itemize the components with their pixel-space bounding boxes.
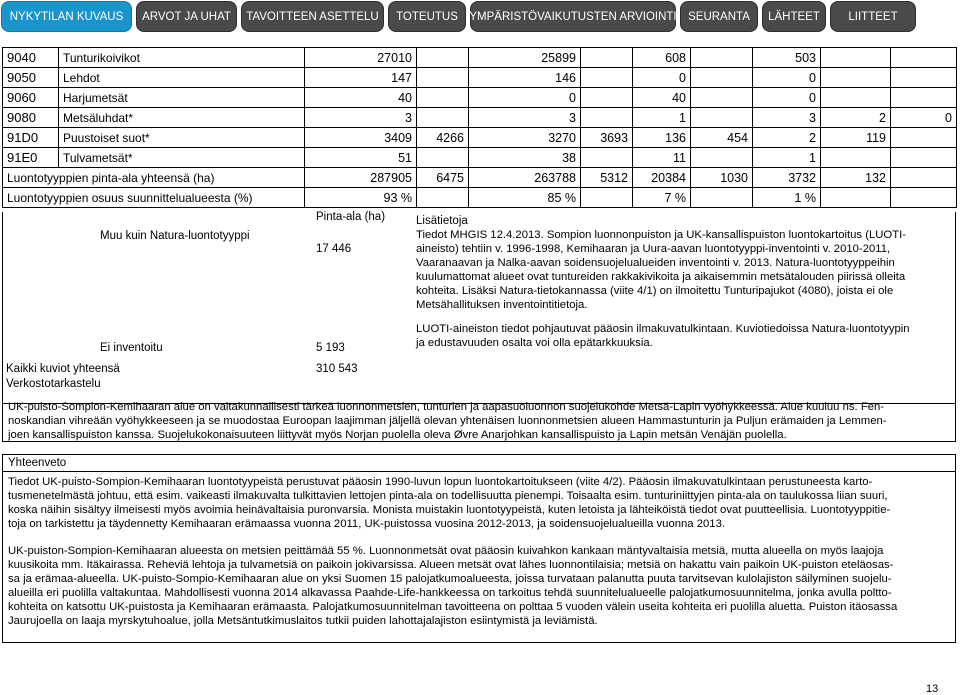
summary-row-area	[3, 168, 957, 188]
cell: 608	[633, 48, 691, 68]
table-row	[3, 108, 957, 128]
cell: 1 %	[753, 188, 821, 208]
cell: 263788	[469, 168, 581, 188]
cell: 11	[633, 148, 691, 168]
habitat-name: Harjumetsät	[59, 88, 305, 108]
cell: 3	[305, 108, 417, 128]
tab-seuranta[interactable]: SEURANTA	[680, 1, 758, 32]
cell: 136	[633, 128, 691, 148]
ei-inventoitu-label: Ei inventoitu	[100, 342, 163, 354]
tab-ymparistovaikutusten-arviointi[interactable]: YMPÄRISTÖVAIKUTUSTEN ARVIOINTI	[470, 1, 676, 32]
yhteenveto-paragraph-2	[8, 544, 952, 628]
cell	[691, 188, 753, 208]
cell	[691, 68, 753, 88]
text-line: tusmenetelmästä johtuu, että esim. vaikeasti ilmakuvalta tulkittavien lettojen pinta-ala on todellisuutta pienempi. Toisaalta esim. tunturiniittyjen pinta-ala on taulukossa liian suuri,	[8, 490, 888, 502]
habitat-table	[2, 47, 957, 208]
habitat-code: 91E0	[3, 148, 59, 168]
table-row	[3, 68, 957, 88]
habitat-name: Tulvametsät*	[59, 148, 305, 168]
cell	[581, 68, 633, 88]
cell: 119	[821, 128, 891, 148]
lisatietoja-text	[416, 228, 952, 312]
table-row	[3, 88, 957, 108]
kaikki-kuviot-value: 310 543	[316, 363, 358, 375]
yhteenveto-label: Yhteenveto	[8, 457, 67, 469]
cell: 85 %	[469, 188, 581, 208]
cell: 287905	[305, 168, 417, 188]
cell: 3270	[469, 128, 581, 148]
cell	[581, 148, 633, 168]
habitat-name: Tunturikoivikot	[59, 48, 305, 68]
text-line: LUOTI-aineiston tiedot pohjautuvat pääosin ilmakuvatulkintaan. Kuviotiedoissa Natura-luontotyypin	[416, 323, 910, 335]
summary-label: Luontotyyppien osuus suunnittelualueesta (%)	[3, 188, 305, 208]
page-number: 13	[926, 683, 939, 695]
luoti-text	[416, 322, 952, 350]
habitat-code: 91D0	[3, 128, 59, 148]
cell	[417, 108, 469, 128]
cell: 454	[691, 128, 753, 148]
muu-kuin-natura-value: 17 446	[316, 243, 352, 255]
cell: 132	[821, 168, 891, 188]
cell	[891, 48, 957, 68]
cell: 20384	[633, 168, 691, 188]
cell	[821, 68, 891, 88]
cell	[581, 88, 633, 108]
cell	[691, 108, 753, 128]
text-line: kohteita on katsottu UK-puistosta ja Kemihaaran erämaasta. Palojatkumosuunnitelman tavoitteena on polttaa 5 vuoden välein useita kohteita eri puolilla aluetta. Puiston itäosassa	[8, 601, 898, 613]
yhteenveto-label-box	[2, 454, 956, 472]
cell: 3	[753, 108, 821, 128]
text-line: ja edustavuuden osalta voi olla epätarkkuuksia.	[416, 337, 653, 349]
cell: 3693	[581, 128, 633, 148]
text-line: aineisto) tehtiin v. 1996-1998, Kemihaaran ja Uura-aavan luontotyyppi-inventointi v. 2010-2011,	[416, 243, 891, 255]
cell: 1	[633, 108, 691, 128]
cell	[821, 48, 891, 68]
pinta-ala-header: Pinta-ala (ha)	[316, 211, 386, 223]
cell: 1	[753, 148, 821, 168]
tab-nykytilan-kuvaus[interactable]: NYKYTILAN KUVAUS	[1, 1, 132, 32]
cell: 27010	[305, 48, 417, 68]
cell: 7 %	[633, 188, 691, 208]
tab-arvot-ja-uhat[interactable]: ARVOT JA UHAT	[136, 1, 237, 32]
text-line: noskandian vihreään vyöhykkeeseen ja se muodostaa Euroopan laajimman jäljellä olevan yhtenäisen luonnonmetsien alueen Hammastunturin ja Puljun erämaiden ja Lemmen-	[8, 415, 887, 427]
cell	[417, 48, 469, 68]
cell: 0	[753, 68, 821, 88]
cell	[891, 68, 957, 88]
cell	[691, 88, 753, 108]
habitat-code: 9050	[3, 68, 59, 88]
cell: 2	[753, 128, 821, 148]
kaikki-kuviot-label: Kaikki kuviot yhteensä	[6, 363, 120, 375]
habitat-name: Metsäluhdat*	[59, 108, 305, 128]
cell	[581, 48, 633, 68]
habitat-code: 9060	[3, 88, 59, 108]
tab-liitteet[interactable]: LIITTEET	[830, 1, 916, 32]
cell: 51	[305, 148, 417, 168]
cell: 25899	[469, 48, 581, 68]
text-line: toja on tarkistettu ja täydennetty Kemihaaran erämaassa vuonna 2011, UK-puistossa vuosina 2012-2013, ja soidensuojelualueilla vuonna 2013.	[8, 518, 725, 530]
cell	[891, 168, 957, 188]
habitat-code: 9040	[3, 48, 59, 68]
cell	[891, 148, 957, 168]
cell: 147	[305, 68, 417, 88]
cell: 0	[633, 68, 691, 88]
cell	[417, 88, 469, 108]
table-row	[3, 128, 957, 148]
cell	[891, 188, 957, 208]
text-line: UK-puiston-Sompion-Kemihaaran alueesta on metsien peittämää 55 %. Luonnonmetsät ovat pääosin kuivahkon kankaan mäntyvaltaisia metsiä, mutta alueella on myös laajoja	[8, 545, 884, 557]
text-line: Metsähallituksen inventointitietoja.	[416, 299, 588, 311]
table-row	[3, 48, 957, 68]
cell: 503	[753, 48, 821, 68]
cell: 0	[891, 108, 957, 128]
cell	[821, 148, 891, 168]
text-line: Tiedot MHGIS 12.4.2013. Sompion luonnonpuiston ja UK-kansallispuiston luontokartoitus (LUOTI-	[416, 229, 906, 241]
tab-toteutus[interactable]: TOTEUTUS	[388, 1, 466, 32]
habitat-name: Puustoiset suot*	[59, 128, 305, 148]
verkosto-text	[8, 400, 952, 442]
cell: 93 %	[305, 188, 417, 208]
tab-lahteet[interactable]: LÄHTEET	[762, 1, 826, 32]
cell	[691, 48, 753, 68]
text-line: alueilla eri puolilla valtakuntaa. Mahdollisesti vuonna 2014 alkavassa Paahde-Life-hankkeessa on tarkoitus tehdä suunnitelualueelle palojatkumosuunnitelma, jonka avulla poltto-	[8, 587, 892, 599]
cell	[821, 188, 891, 208]
cell: 3	[469, 108, 581, 128]
text-line: Vaaranaavan ja Nalka-aavan soidensuojelualueiden inventointi v. 2013. Natura-luontotyyppeihin	[416, 257, 895, 269]
habitat-name: Lehdot	[59, 68, 305, 88]
cell	[417, 188, 469, 208]
muu-kuin-natura-label: Muu kuin Natura-luontotyyppi	[100, 230, 250, 242]
cell: 0	[469, 88, 581, 108]
cell	[891, 128, 957, 148]
cell	[417, 68, 469, 88]
cell: 40	[305, 88, 417, 108]
cell: 38	[469, 148, 581, 168]
cell	[417, 148, 469, 168]
cell	[691, 148, 753, 168]
cell: 4266	[417, 128, 469, 148]
top-navigation	[0, 0, 960, 36]
table-row	[3, 148, 957, 168]
cell: 146	[469, 68, 581, 88]
text-line: kohteita. Lisäksi Natura-tietokannassa (viite 4/1) on ilmoitettu Tunturipajukot (4080), joista ei ole	[416, 285, 894, 297]
cell: 5312	[581, 168, 633, 188]
text-line: Jaurujoella on laaja myrskytuhoalue, jolla Metsäntutkimuslaitos tutkii puiden lahottajalajiston esiintymistä ja leviämistä.	[8, 615, 598, 627]
cell: 6475	[417, 168, 469, 188]
habitat-code: 9080	[3, 108, 59, 128]
text-line: kuusikoita mm. Itäkairassa. Reheviä lehtoja ja tulvametsiä on paikoin jokivarsissa. Alueen metsät ovat lähes luonnontilaisia; metsiä on hakattu vain paikoin UK-puiston eteläosas-	[8, 559, 894, 571]
text-line: sa ja erämaa-alueella. UK-puisto-Sompio-Kemihaaran alue on yksi Suomen 15 palojatkumoalueesta, joissa turvataan palanutta puuta tarvitsevan kulolajiston säilyminen suojelu-	[8, 573, 892, 585]
summary-row-share	[3, 188, 957, 208]
text-line: Tiedot UK-puisto-Sompion-Kemihaaran luontotyypeistä perustuvat pääosin 1990-luvun lopun luontokartoitukseen (viite 4/2). Pääosin ilmakuvatulkintaan perustuneesta karto-	[8, 476, 873, 488]
cell	[581, 188, 633, 208]
text-line: koska näihin sisältyy ilmeisesti myös avoimia heinävaltaisia puronvarsia. Monista muistakin luontotyypeistä, kuten letoista ja lähteiköistä tiedot ovat puutteellisia. Luontotyyppitie-	[8, 504, 891, 516]
cell: 2	[821, 108, 891, 128]
summary-label: Luontotyyppien pinta-ala yhteensä (ha)	[3, 168, 305, 188]
tab-tavoitteen-asettelu[interactable]: TAVOITTEEN ASETTELU	[241, 1, 384, 32]
text-line: kuulumattomat alueet ovat tuntureiden rakkakivikoita ja aikaisemmin metsätalouden piirissä olleita	[416, 271, 906, 283]
cell	[891, 88, 957, 108]
cell	[581, 108, 633, 128]
yhteenveto-paragraph-1	[8, 475, 952, 531]
text-line: joen kansallispuiston kanssa. Suojelukokonaisuuteen liittyvät myös Norjan puolella oleva Øvre Anarjohkan kansallispuisto ja Lapin metsän Venäjän puolella.	[8, 429, 787, 441]
cell: 3409	[305, 128, 417, 148]
cell: 1030	[691, 168, 753, 188]
lisatietoja-header: Lisätietoja	[416, 215, 468, 227]
cell	[821, 88, 891, 108]
cell: 3732	[753, 168, 821, 188]
ei-inventoitu-value: 5 193	[316, 342, 345, 354]
text-line: UK-puisto-Sompion-Kemihaaran alue on valtakunnallisesti tärkeä luonnonmetsien, tunturien ja aapasuoluonnon suojelukohde Metsä-Lapin vyöhykkeessä. Alue kuuluu ns. Fen-	[8, 401, 885, 413]
cell: 0	[753, 88, 821, 108]
cell: 40	[633, 88, 691, 108]
verkostotarkastelu-label: Verkostotarkastelu	[6, 378, 101, 390]
